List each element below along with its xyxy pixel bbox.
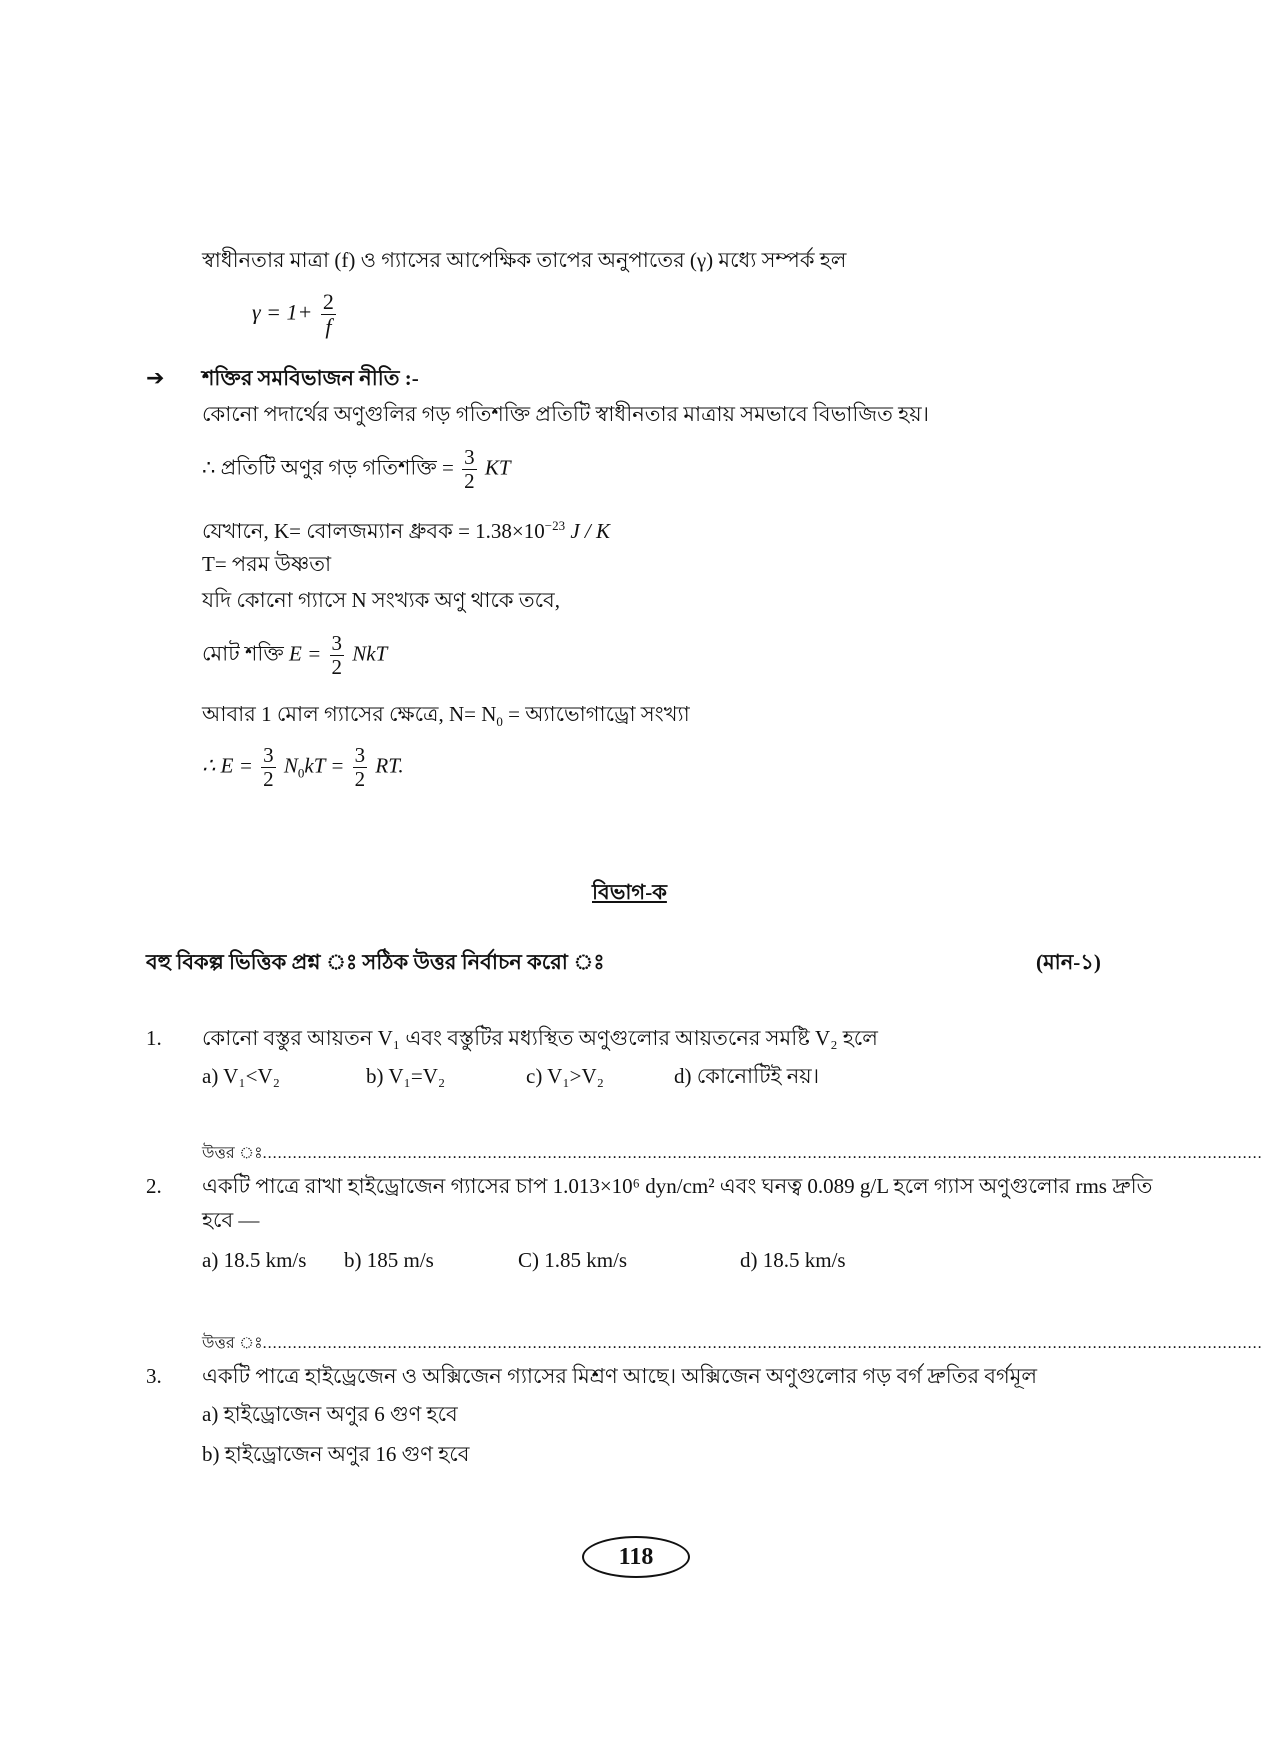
final-den-2: 2 xyxy=(354,767,366,792)
gamma-relation-text: স্বাধীনতার মাত্রা (f) ও গ্যাসের আপেক্ষিক তাপের অনুপাতের (γ) মধ্যে সম্পর্ক হল xyxy=(202,248,847,272)
gamma-fraction xyxy=(321,290,336,339)
question-2-option-c: C) 1.85 km/s xyxy=(518,1248,628,1272)
question-3-option-b: b) হাইড্রোজেন অণুর 16 গুণ হবে xyxy=(202,1442,470,1466)
final-energy-equation xyxy=(202,744,404,791)
boltzmann-value: = 1.38×10 xyxy=(458,519,545,543)
question-1-option-b: b) V₁=V₂ xyxy=(366,1064,446,1088)
final-den-1: 2 xyxy=(263,767,274,792)
question-2-option-d: d) 18.5 km/s xyxy=(740,1248,846,1272)
final-mid-sub: 0 xyxy=(297,765,305,781)
question-1-option-a: a) V₁<V₂ xyxy=(202,1064,281,1088)
mole-sub: 0 xyxy=(496,714,503,730)
equipartition-statement: কোনো পদার্থের অণুগুলির গড় গতিশক্তি প্রতিটি স্বাধীনতার মাত্রায় সমভাবে বিভাজিত হয়। xyxy=(202,402,930,426)
question-1-number: 1. xyxy=(146,1026,162,1050)
question-2-answer-label: উত্তর ঃ xyxy=(202,1335,263,1352)
boltzmann-exponent: −23 xyxy=(544,518,566,533)
total-energy-rhs: NkT xyxy=(352,641,388,666)
final-rhs: RT. xyxy=(375,753,404,778)
mcq-heading: বহু বিকল্প ভিত্তিক প্রশ্ন ঃ সঠিক উত্তর নির্বাচন করো ঃ xyxy=(146,950,605,974)
boltzmann-line xyxy=(202,518,610,544)
question-2-option-b: b) 185 m/s xyxy=(344,1248,434,1272)
avg-ke-equation xyxy=(202,446,511,493)
question-3-option-a: a) হাইড্রোজেন অণুর 6 গুণ হবে xyxy=(202,1402,458,1426)
avg-ke-label: ∴ প্রতিটি অণুর গড় গতিশক্তি = xyxy=(202,455,454,480)
final-lhs: ∴ E = xyxy=(202,753,253,778)
question-2-answer-line[interactable]: উত্তর ঃ........................................................................................................................................................................................................ xyxy=(202,1335,1263,1352)
total-energy-lhs: E = xyxy=(289,641,322,666)
question-1-answer-line[interactable]: উত্তর ঃ........................................................................................................................................................................................................ xyxy=(202,1145,1263,1162)
avg-ke-rhs: KT xyxy=(484,455,511,480)
boltzmann-label: যেখানে, K= বোলজম্যান ধ্রুবক xyxy=(202,519,453,543)
final-fraction-2 xyxy=(353,744,368,791)
final-mid-a: N xyxy=(283,753,298,778)
question-2-text-line2: হবে — xyxy=(202,1208,260,1232)
mole-text xyxy=(202,702,690,730)
gamma-fraction-den: f xyxy=(325,314,332,340)
final-mid-b: kT = xyxy=(304,753,345,778)
gamma-formula-lhs: γ = 1+ xyxy=(252,299,313,325)
avg-ke-den: 2 xyxy=(464,469,475,494)
question-1-text: কোনো বস্তুর আয়তন V₁ এবং বস্তুটির মধ্যস্থিত অণুগুলোর আয়তনের সমষ্টি V₂ হলে xyxy=(202,1026,878,1050)
equipartition-heading: শক্তির সমবিভাজন নীতি :- xyxy=(202,366,419,390)
final-fraction-1 xyxy=(261,744,276,791)
total-energy-num: 3 xyxy=(331,631,343,655)
question-2-text-line1: একটি পাত্রে রাখা হাইড্রোজেন গ্যাসের চাপ 1.013×10⁶ dyn/cm² এবং ঘনত্ব 0.089 g/L হলে গ্যাস অণুগুলোর rms দ্রুতি xyxy=(202,1174,1153,1198)
question-3-text: একটি পাত্রে হাইড্রেজেন ও অক্সিজেন গ্যাসের মিশ্রণ আছে। অক্সিজেন অণুগুলোর গড় বর্গ দ্রুতির বর্গমূল xyxy=(202,1364,1038,1388)
gamma-fraction-num: 2 xyxy=(322,289,334,314)
page-number: 118 xyxy=(582,1536,690,1578)
question-3-number: 3. xyxy=(146,1364,162,1388)
mole-text-b: = অ্যাভোগাড্রো সংখ্যা xyxy=(508,702,690,726)
question-1-option-d: d) কোনোটিই নয়। xyxy=(674,1064,820,1088)
total-energy-equation xyxy=(202,632,387,679)
total-energy-fraction xyxy=(330,632,345,679)
marks-label: (মান-১) xyxy=(1036,950,1101,974)
final-num-1: 3 xyxy=(263,743,274,767)
question-1-answer-label: উত্তর ঃ xyxy=(202,1145,263,1162)
arrow-icon: ➔ xyxy=(146,366,165,391)
avg-ke-fraction xyxy=(462,446,477,493)
mole-text-a: আবার 1 মোল গ্যাসের ক্ষেত্রে, N= N xyxy=(202,702,497,726)
total-energy-den: 2 xyxy=(331,655,343,680)
section-title: বিভাগ-ক xyxy=(592,880,667,904)
question-2-option-a: a) 18.5 km/s xyxy=(202,1248,307,1272)
n-molecules-text: যদি কোনো গ্যাসে N সংখ্যক অণু থাকে তবে, xyxy=(202,588,560,612)
question-2-number: 2. xyxy=(146,1174,162,1198)
avg-ke-num: 3 xyxy=(464,445,475,469)
question-1-option-c: c) V₁>V₂ xyxy=(526,1064,605,1088)
temperature-definition: T= পরম উষ্ণতা xyxy=(202,552,332,576)
final-num-2: 3 xyxy=(354,743,366,767)
boltzmann-unit: J / K xyxy=(570,519,611,543)
total-energy-label: মোট শক্তি xyxy=(202,641,284,666)
gamma-formula xyxy=(252,290,339,339)
